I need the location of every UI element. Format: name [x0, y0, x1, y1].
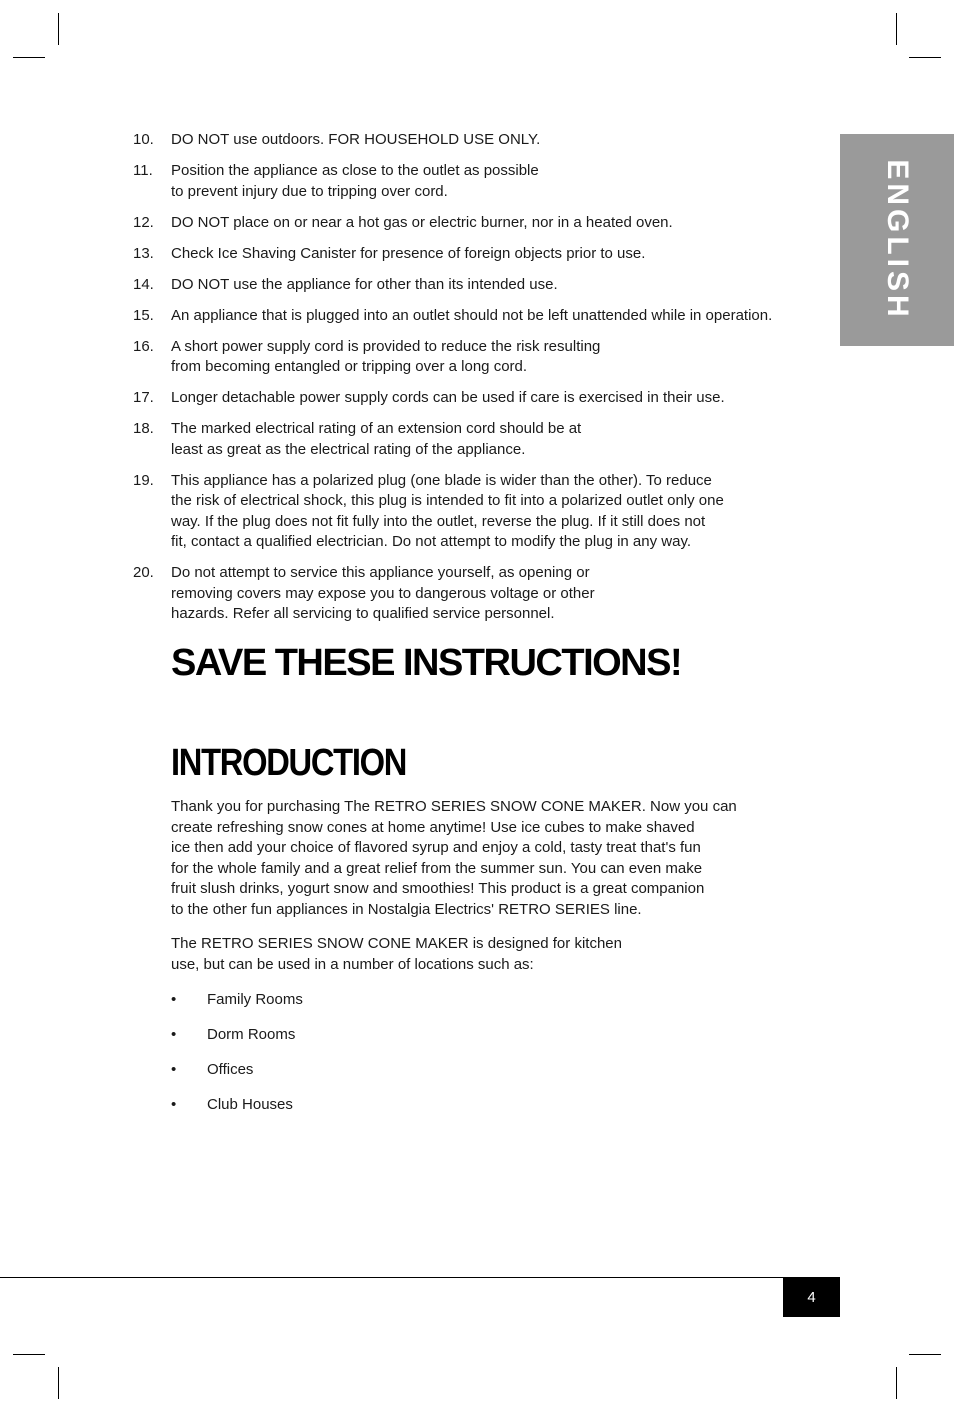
crop-mark: [13, 1354, 45, 1355]
item-number: 19.: [133, 471, 154, 489]
location-item: [171, 1095, 303, 1116]
item-text-line: removing covers may expose you to dangerous voltage or other: [171, 584, 595, 602]
language-tab-label: ENGLISH: [881, 159, 914, 321]
item-text-line: The marked electrical rating of an extension cord should be at: [171, 420, 582, 437]
item-text-line: least as great as the electrical rating of the appliance.: [171, 440, 526, 458]
item-text: [171, 388, 833, 409]
item-text: [171, 471, 833, 553]
footer-rule: [0, 1277, 783, 1278]
location-item: [171, 990, 303, 1011]
crop-mark: [13, 57, 45, 58]
item-text: [171, 563, 833, 625]
item-text-line: Position the appliance as close to the outlet as possible: [171, 162, 539, 179]
intro-paragraph-locations: [171, 934, 791, 975]
paragraph-line: Thank you for purchasing The RETRO SERIES SNOW CONE MAKER. Now you can: [171, 798, 737, 815]
item-text-line: Do not attempt to service this appliance yourself, as opening or: [171, 564, 590, 581]
item-text-line: An appliance that is plugged into an outlet should not be left unattended while in operation.: [171, 306, 773, 324]
item-text-line: DO NOT place on or near a hot gas or electric burner, nor in a heated oven.: [171, 213, 673, 231]
item-number: 10.: [133, 131, 154, 148]
item-text: [171, 275, 833, 296]
item-number: 11.: [133, 162, 153, 179]
bullet-icon: •: [171, 1026, 177, 1043]
location-label: Club Houses: [207, 1096, 293, 1113]
crop-mark: [58, 13, 59, 45]
crop-mark: [909, 1354, 941, 1355]
safety-item: [133, 161, 833, 202]
paragraph-line: ice then add your choice of flavored syrup and enjoy a cold, tasty treat that's fun: [171, 839, 701, 856]
safety-item: [133, 213, 833, 234]
item-text-line: way. If the plug does not fit fully into the outlet, reverse the plug. If it still does not: [171, 512, 706, 530]
paragraph-line: for the whole family and a great relief from the summer sun. You can even make: [171, 859, 703, 877]
safety-item: [133, 130, 833, 151]
item-text: [171, 161, 833, 202]
intro-paragraph: [171, 797, 791, 920]
safety-item: [133, 244, 833, 265]
item-text-line: from becoming entangled or tripping over a long cord.: [171, 358, 528, 375]
item-text-line: A short power supply cord is provided to reduce the risk resulting: [171, 337, 601, 355]
bullet-icon: •: [171, 991, 177, 1008]
location-label: Family Rooms: [207, 991, 303, 1008]
item-text-line: hazards. Refer all servicing to qualified service personnel.: [171, 605, 555, 622]
item-text: [171, 337, 833, 378]
item-number: 15.: [133, 306, 154, 324]
item-text: [171, 306, 833, 327]
item-text-line: Longer detachable power supply cords can be used if care is exercised in their use.: [171, 389, 725, 406]
crop-mark: [896, 13, 897, 45]
item-number: 17.: [133, 389, 154, 406]
item-text-line: the risk of electrical shock, this plug is intended to fit into a polarized outlet only one: [171, 492, 724, 509]
safety-item: [133, 388, 833, 409]
paragraph-line: fruit slush drinks, yogurt snow and smoothies! This product is a great companion: [171, 880, 705, 897]
item-text: [171, 419, 833, 460]
page-number: 4: [783, 1277, 840, 1317]
locations-list: [171, 990, 303, 1130]
item-text-line: fit, contact a qualified electrician. Do not attempt to modify the plug in any way.: [171, 533, 691, 550]
safety-item: [133, 419, 833, 460]
save-instructions-heading: SAVE THESE INSTRUCTIONS!: [171, 642, 682, 684]
location-label: Offices: [207, 1061, 254, 1078]
safety-item: [133, 337, 833, 378]
language-tab: [840, 134, 954, 346]
crop-mark: [58, 1367, 59, 1399]
item-number: 13.: [133, 244, 154, 262]
location-label: Dorm Rooms: [207, 1026, 296, 1043]
safety-item: [133, 275, 833, 296]
paragraph-line: use, but can be used in a number of locations such as:: [171, 955, 534, 973]
item-number: 18.: [133, 420, 154, 437]
item-text-line: DO NOT use outdoors. FOR HOUSEHOLD USE ONLY.: [171, 131, 541, 148]
safety-item: [133, 471, 833, 553]
item-text-line: Check Ice Shaving Canister for presence of foreign objects prior to use.: [171, 244, 646, 262]
safety-item: [133, 306, 833, 327]
item-number: 20.: [133, 564, 154, 581]
paragraph-line: to the other fun appliances in Nostalgia Electrics' RETRO SERIES line.: [171, 900, 642, 918]
item-number: 12.: [133, 213, 154, 231]
bullet-icon: •: [171, 1061, 177, 1078]
item-text: [171, 213, 833, 234]
crop-mark: [896, 1367, 897, 1399]
location-item: [171, 1025, 303, 1046]
bullet-icon: •: [171, 1096, 177, 1113]
paragraph-line: create refreshing snow cones at home anytime! Use ice cubes to make shaved: [171, 818, 695, 836]
crop-mark: [909, 57, 941, 58]
item-text-line: to prevent injury due to tripping over cord.: [171, 182, 448, 200]
item-text-line: DO NOT use the appliance for other than its intended use.: [171, 275, 558, 293]
item-text: [171, 244, 833, 265]
introduction-heading: INTRODUCTION: [171, 742, 407, 784]
item-number: 14.: [133, 275, 154, 293]
item-text: [171, 130, 833, 151]
location-item: [171, 1060, 303, 1081]
safety-instructions-list: [133, 130, 833, 635]
safety-item: [133, 563, 833, 625]
item-number: 16.: [133, 337, 154, 355]
paragraph-line: The RETRO SERIES SNOW CONE MAKER is designed for kitchen: [171, 935, 622, 952]
item-text-line: This appliance has a polarized plug (one blade is wider than the other). To reduce: [171, 471, 712, 489]
